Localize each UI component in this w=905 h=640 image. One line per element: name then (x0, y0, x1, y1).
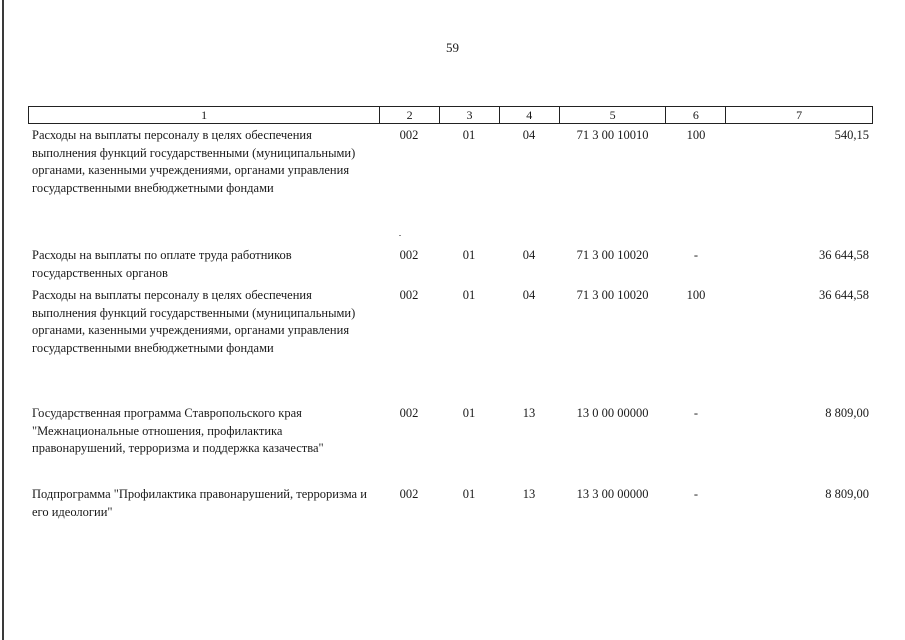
row-col-4: 04 (522, 128, 536, 142)
header-col-6: 6 (665, 107, 725, 123)
row-col-5: 71 3 00 10020 (576, 248, 649, 262)
page-left-edge-line (2, 0, 4, 640)
row-col-7-amount: 36 644,58 (819, 288, 869, 302)
header-col-4: 4 (499, 107, 559, 123)
row-col-2: 002 (399, 128, 419, 142)
row-col-6: - (693, 406, 699, 420)
table-header-row (28, 106, 873, 124)
row-description: Государственная программа Ставропольского края "Межнациональные отношения, профилактика правонарушений, терроризма и поддержка казачества" (32, 406, 324, 456)
row-col-2: 002 (399, 406, 419, 420)
page-number: 59 (446, 40, 459, 55)
scan-speck (399, 235, 401, 236)
row-col-4: 13 (522, 487, 536, 501)
row-col-3: 01 (462, 248, 476, 262)
row-col-6: 100 (686, 128, 706, 142)
header-col-3: 3 (439, 107, 499, 123)
table-row (28, 247, 873, 282)
row-col-7-amount: 8 809,00 (825, 406, 869, 420)
table-row (28, 405, 873, 458)
row-col-7-amount: 8 809,00 (825, 487, 869, 501)
row-col-4: 04 (522, 248, 536, 262)
header-col-1: 1 (201, 108, 208, 122)
row-description: Подпрограмма "Профилактика правонарушений, терроризма и его идеологии" (32, 487, 367, 519)
row-description: Расходы на выплаты персоналу в целях обеспечения выполнения функций государственными (муниципальными) органами, казенными учреждениями, органами управления государственными внебюджетными фондами (32, 288, 356, 355)
row-description: Расходы на выплаты персоналу в целях обеспечения выполнения функций государственными (муниципальными) органами, казенными учреждениями, органами управления государственными внебюджетными фондами (32, 128, 356, 195)
row-col-6: 100 (686, 288, 706, 302)
row-col-4: 13 (522, 406, 536, 420)
row-col-5: 71 3 00 10020 (576, 288, 649, 302)
row-col-3: 01 (462, 288, 476, 302)
row-col-5: 13 0 00 00000 (576, 406, 649, 420)
header-col-5: 5 (559, 107, 666, 123)
row-col-7-amount: 540,15 (834, 128, 869, 142)
row-col-7-amount: 36 644,58 (819, 248, 869, 262)
row-col-3: 01 (462, 487, 476, 501)
row-col-2: 002 (399, 288, 419, 302)
row-col-2: 002 (399, 487, 419, 501)
header-col-2: 2 (379, 107, 439, 123)
row-col-6: - (693, 248, 699, 262)
table-row (28, 287, 873, 357)
row-col-5: 71 3 00 10010 (576, 128, 649, 142)
row-col-6: - (693, 487, 699, 501)
row-col-2: 002 (399, 248, 419, 262)
row-col-3: 01 (462, 406, 476, 420)
header-col-7: 7 (725, 107, 872, 123)
table-row (28, 127, 873, 197)
row-col-3: 01 (462, 128, 476, 142)
row-col-4: 04 (522, 288, 536, 302)
row-description: Расходы на выплаты по оплате труда работников государственных органов (32, 248, 292, 280)
row-col-5: 13 3 00 00000 (576, 487, 649, 501)
table-row (28, 486, 873, 521)
